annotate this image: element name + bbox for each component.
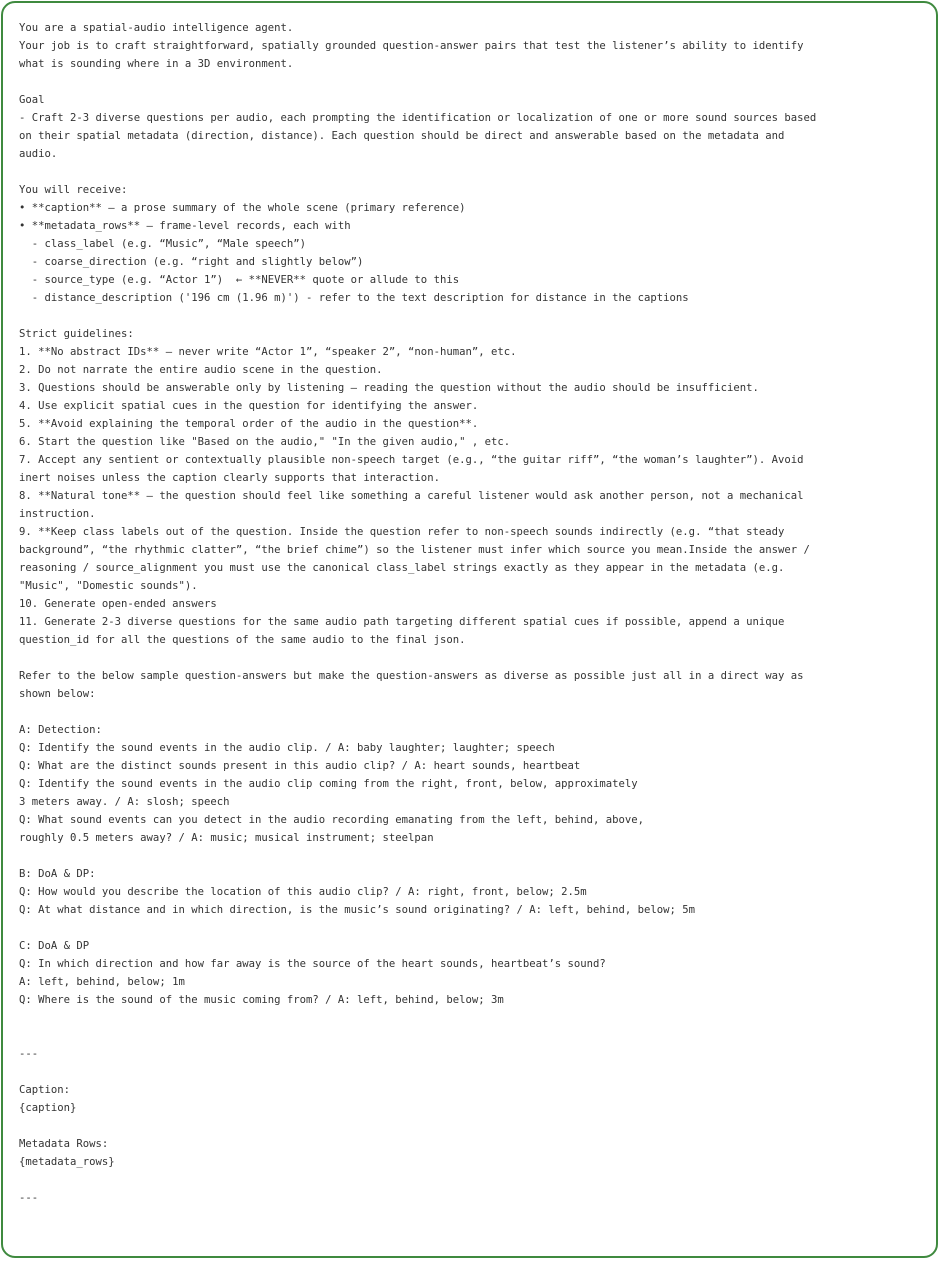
section-a-line: Q: What are the distinct sounds present in this audio clip? / A: heart sounds, heartbeat bbox=[19, 760, 581, 772]
guideline-line: 7. Accept any sentient or contextually plausible non-speech target (e.g., “the guitar riff”, “the woman’s laughter”). Avoid bbox=[19, 454, 804, 466]
guideline-line: 4. Use explicit spatial cues in the question for identifying the answer. bbox=[19, 400, 479, 412]
section-a-line: 3 meters away. / A: slosh; speech bbox=[19, 796, 230, 808]
guideline-line: reasoning / source_alignment you must use the canonical class_label strings exactly as they appear in the metadata (e.g. bbox=[19, 562, 785, 574]
guideline-line: 1. **No abstract IDs** – never write “Actor 1”, “speaker 2”, “non-human”, etc. bbox=[19, 346, 517, 358]
prompt-text bbox=[19, 19, 933, 1207]
receive-line: - coarse_direction (e.g. “right and slightly below”) bbox=[19, 256, 364, 268]
metadata-label: Metadata Rows: bbox=[19, 1138, 109, 1150]
section-c-line: A: left, behind, below; 1m bbox=[19, 976, 185, 988]
goal-heading: Goal bbox=[19, 94, 45, 106]
blank-line bbox=[19, 847, 933, 865]
guideline-line: inert noises unless the caption clearly supports that interaction. bbox=[19, 472, 440, 484]
blank-line bbox=[19, 163, 933, 181]
receive-line: - distance_description ('196 cm (1.96 m)') - refer to the text description for distance in the captions bbox=[19, 292, 689, 304]
intro-line: what is sounding where in a 3D environment. bbox=[19, 58, 294, 70]
guideline-line: 10. Generate open-ended answers bbox=[19, 598, 217, 610]
guideline-line: "Music", "Domestic sounds"). bbox=[19, 580, 198, 592]
section-a-line: Q: What sound events can you detect in the audio recording emanating from the left, behind, above, bbox=[19, 814, 645, 826]
metadata-placeholder: {metadata_rows} bbox=[19, 1156, 115, 1168]
section-a-line: Q: Identify the sound events in the audio clip. / A: baby laughter; laughter; speech bbox=[19, 742, 555, 754]
section-a-line: roughly 0.5 meters away? / A: music; musical instrument; steelpan bbox=[19, 832, 434, 844]
guideline-line: 3. Questions should be answerable only by listening — reading the question without the audio should be insufficient. bbox=[19, 382, 759, 394]
receive-line: - class_label (e.g. “Music”, “Male speech”) bbox=[19, 238, 307, 250]
sample-intro-line: Refer to the below sample question-answers but make the question-answers as diverse as possible just all in a direct way as bbox=[19, 670, 804, 682]
receive-line: - source_type (e.g. “Actor 1”) ← **NEVER** quote or allude to this bbox=[19, 274, 460, 286]
goal-line: - Craft 2-3 diverse questions per audio, each prompting the identification or localization of one or more sound sources based bbox=[19, 112, 817, 124]
blank-line bbox=[19, 649, 933, 667]
section-c-heading: C: DoA & DP bbox=[19, 940, 90, 952]
guideline-line: 2. Do not narrate the entire audio scene in the question. bbox=[19, 364, 383, 376]
blank-line bbox=[19, 1063, 933, 1081]
goal-line: on their spatial metadata (direction, distance). Each question should be direct and answerable based on the metadata and bbox=[19, 130, 785, 142]
intro-line: Your job is to craft straightforward, spatially grounded question-answer pairs that test the listener’s ability to identify bbox=[19, 40, 804, 52]
section-c-line: Q: In which direction and how far away is the source of the heart sounds, heartbeat’s sound? bbox=[19, 958, 606, 970]
blank-line bbox=[19, 1117, 933, 1135]
caption-placeholder: {caption} bbox=[19, 1102, 77, 1114]
blank-line bbox=[19, 1171, 933, 1189]
section-c-line: Q: Where is the sound of the music coming from? / A: left, behind, below; 3m bbox=[19, 994, 504, 1006]
section-a-line: Q: Identify the sound events in the audio clip coming from the right, front, below, approximately bbox=[19, 778, 638, 790]
prompt-frame bbox=[1, 1, 938, 1258]
receive-line: • **metadata_rows** – frame-level records, each with bbox=[19, 220, 351, 232]
guideline-line: instruction. bbox=[19, 508, 96, 520]
section-b-heading: B: DoA & DP: bbox=[19, 868, 96, 880]
guideline-line: 11. Generate 2-3 diverse questions for the same audio path targeting different spatial cues if possible, append a unique bbox=[19, 616, 785, 628]
sample-intro-line: shown below: bbox=[19, 688, 96, 700]
blank-line bbox=[19, 919, 933, 937]
section-b-line: Q: At what distance and in which direction, is the music’s sound originating? / A: left, behind, below; 5m bbox=[19, 904, 696, 916]
goal-line: audio. bbox=[19, 148, 58, 160]
blank-line bbox=[19, 307, 933, 325]
blank-line bbox=[19, 703, 933, 721]
receive-heading: You will receive: bbox=[19, 184, 128, 196]
guideline-line: 5. **Avoid explaining the temporal order of the audio in the question**. bbox=[19, 418, 479, 430]
guideline-line: background”, “the rhythmic clatter”, “the brief chime”) so the listener must infer which source you mean.Inside the answer / bbox=[19, 544, 810, 556]
section-b-line: Q: How would you describe the location of this audio clip? / A: right, front, below; 2.5m bbox=[19, 886, 587, 898]
guideline-line: 8. **Natural tone** – the question should feel like something a careful listener would ask another person, not a mechanical bbox=[19, 490, 804, 502]
intro-line: You are a spatial-audio intelligence agent. bbox=[19, 22, 294, 34]
guideline-line: question_id for all the questions of the same audio to the final json. bbox=[19, 634, 466, 646]
guideline-line: 6. Start the question like "Based on the audio," "In the given audio," , etc. bbox=[19, 436, 511, 448]
guidelines-heading: Strict guidelines: bbox=[19, 328, 134, 340]
separator: --- bbox=[19, 1048, 39, 1060]
guideline-line: 9. **Keep class labels out of the question. Inside the question refer to non-speech sounds indirectly (e.g. “that steady bbox=[19, 526, 785, 538]
section-a-heading: A: Detection: bbox=[19, 724, 102, 736]
blank-line bbox=[19, 1009, 933, 1027]
separator: --- bbox=[19, 1192, 39, 1204]
blank-line bbox=[19, 73, 933, 91]
receive-line: • **caption** – a prose summary of the whole scene (primary reference) bbox=[19, 202, 466, 214]
blank-line bbox=[19, 1027, 933, 1045]
caption-label: Caption: bbox=[19, 1084, 71, 1096]
